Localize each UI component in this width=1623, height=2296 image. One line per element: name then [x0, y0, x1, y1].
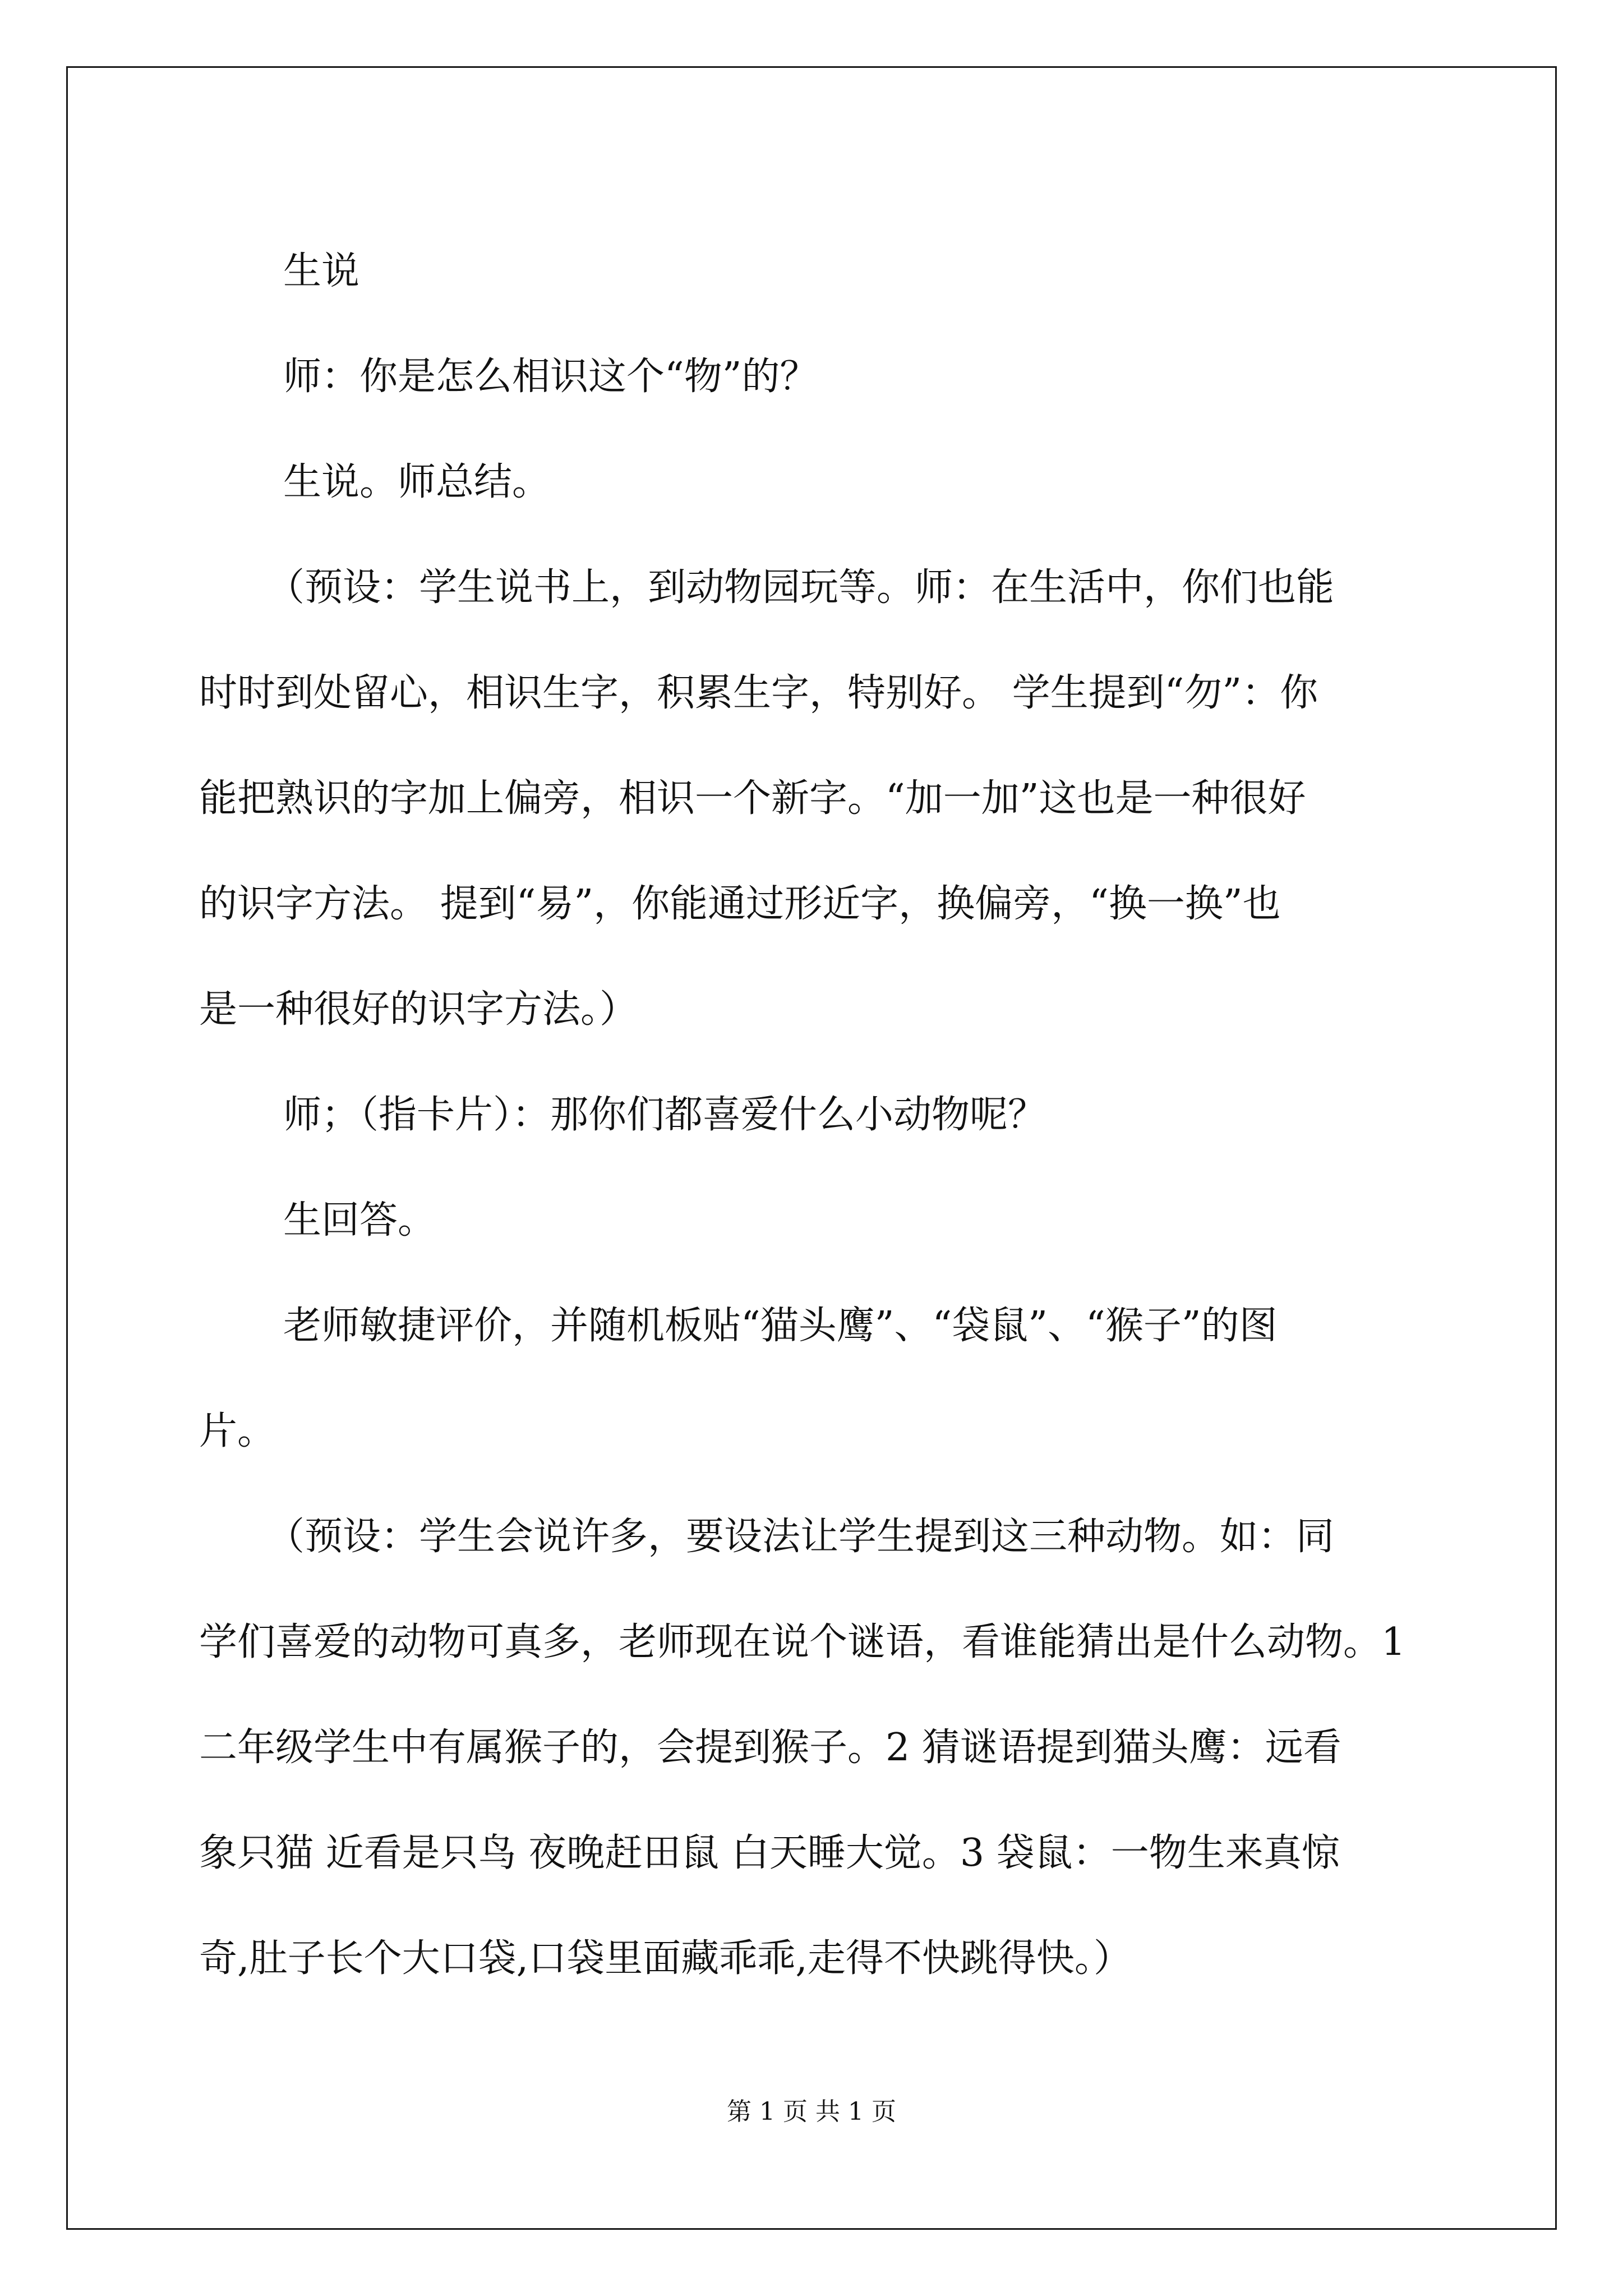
paragraph — [199, 430, 1433, 535]
paragraph — [199, 1273, 1433, 1484]
text-line: 二年级学生中有属猴子的，会提到猴子。2 猜谜语提到猫头鹰：远看 — [199, 1726, 1341, 1770]
text-line: 时时到处留心，相识生字，积累生字，特别好。 学生提到“勿”：你 — [199, 671, 1318, 715]
text-line: 奇,肚子长个大口袋,口袋里面藏乖乖,走得不快跳得快。） — [199, 1936, 1132, 1981]
text-line: 能把熟识的字加上偏旁，相识一个新字。“加一加”这也是一种很好 — [199, 776, 1306, 821]
paragraph — [199, 1484, 1433, 2012]
text-line: 学们喜爱的动物可真多，老师现在说个谜语，看谁能猜出是什么动物。1 — [199, 1620, 1406, 1664]
text-line: （预设：学生会说许多，要设法让学生提到这三种动物。如：同 — [266, 1515, 1335, 1559]
text-line: 是一种很好的识字方法。） — [199, 987, 638, 1032]
paragraph — [199, 324, 1433, 430]
text-line: 生说。师总结。 — [283, 460, 551, 504]
paragraph — [199, 535, 1433, 1062]
text-line: 生说 — [283, 249, 360, 293]
text-line: （预设：学生说书上，到动物园玩等。师：在生活中，你们也能 — [266, 565, 1335, 610]
text-line: 老师敏捷评价，并随机板贴“猫头鹰”、“袋鼠”、“猴子”的图 — [283, 1304, 1278, 1348]
text-line: 的识字方法。 提到“易”，你能通过形近字，换偏旁，“换一换”也 — [199, 882, 1281, 926]
document-body — [199, 219, 1433, 2012]
text-line: 生回答。 — [283, 1198, 436, 1243]
paragraph — [199, 1062, 1433, 1168]
page-number-footer: 第 1 页 共 1 页 — [727, 2097, 896, 2126]
paragraph — [199, 219, 1433, 324]
text-line: 师；（指卡片）：那你们都喜爱什么小动物呢？ — [283, 1093, 1046, 1137]
paragraph — [199, 1168, 1433, 1273]
text-line: 象只猫 近看是只鸟 夜晚赶田鼠 白天睡大觉。3 袋鼠：一物生来真惊 — [199, 1831, 1340, 1875]
text-line: 师：你是怎么相识这个“物”的？ — [283, 355, 818, 399]
text-line: 片。 — [199, 1409, 276, 1453]
